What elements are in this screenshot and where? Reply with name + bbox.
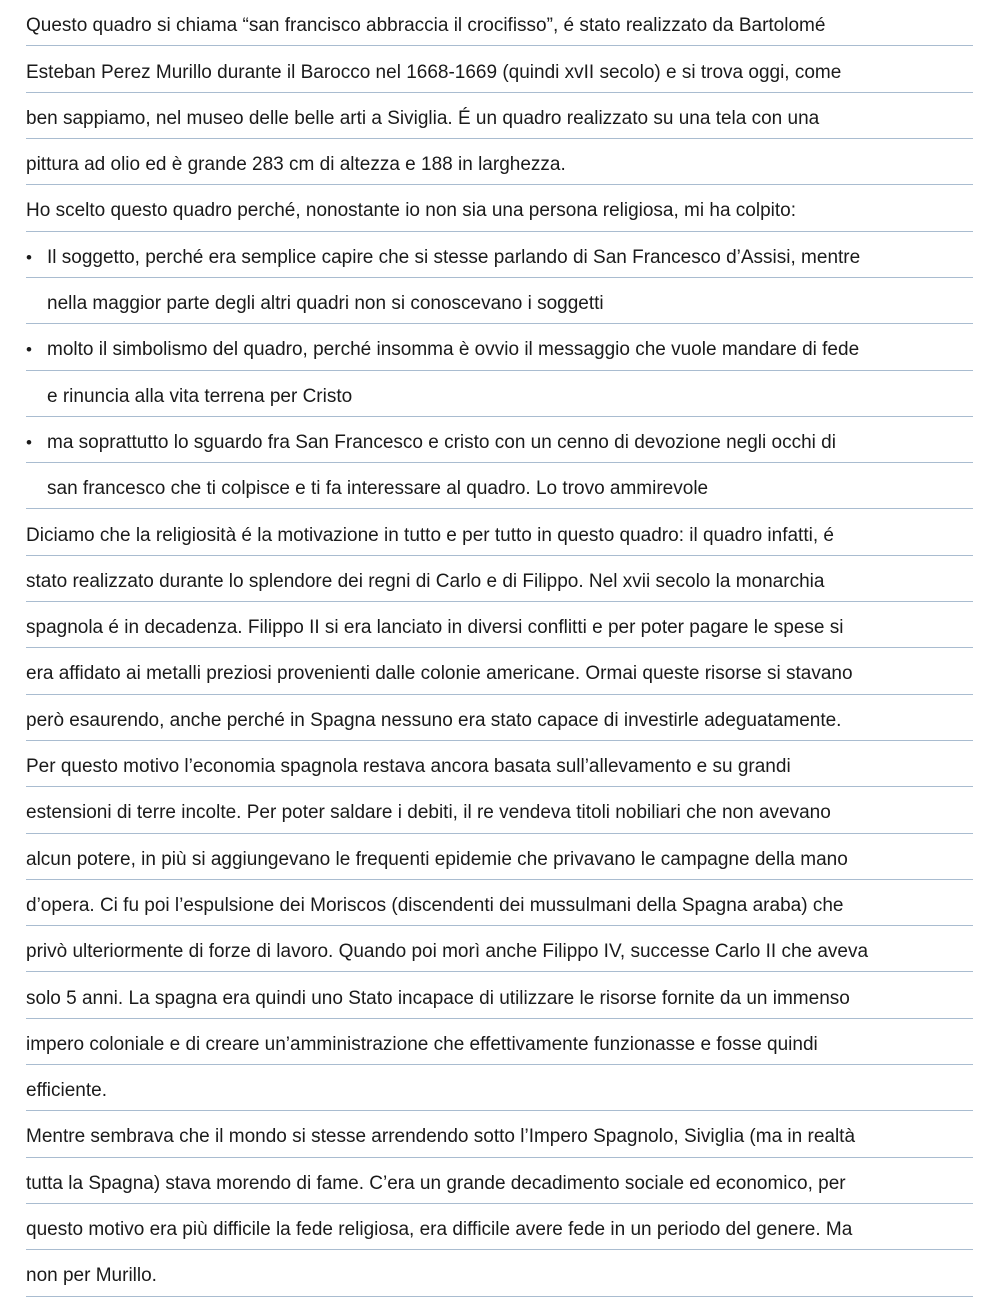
- line-text: stato realizzato durante lo splendore dei regni di Carlo e di Filippo. Nel xvii secolo la monarchia: [26, 570, 825, 592]
- text-line: [26, 1204, 973, 1250]
- text-line: [26, 93, 973, 139]
- text-line: [26, 47, 973, 93]
- text-line: [26, 834, 973, 880]
- line-text: Mentre sembrava che il mondo si stesse arrendendo sotto l’Impero Spagnolo, Siviglia (ma in realtà: [26, 1126, 856, 1148]
- line-text: questo motivo era più difficile la fede religiosa, era difficile avere fede in un periodo del genere. Ma: [26, 1219, 853, 1240]
- text-line: [26, 787, 973, 833]
- line-text: san francesco che ti colpisce e ti fa interessare al quadro. Lo trovo ammirevole: [47, 478, 709, 500]
- line-text: impero coloniale e di creare un’amministrazione che effettivamente funzionasse e fosse quindi: [26, 1033, 818, 1055]
- text-line: [26, 185, 973, 231]
- line-text: non per Murillo.: [26, 1265, 157, 1287]
- line-text: molto il simbolismo del quadro, perché insomma è ovvio il messaggio che vuole mandare di fede: [47, 339, 860, 361]
- text-line: [26, 463, 973, 509]
- line-text: ben sappiamo, nel museo delle belle arti a Siviglia. É un quadro realizzato su una tela con una: [26, 107, 820, 129]
- text-line: [26, 1019, 973, 1065]
- text-line: [26, 0, 973, 46]
- text-line: [26, 556, 973, 602]
- line-text: Per questo motivo l’economia spagnola restava ancora basata sull’allevamento e su grandi: [26, 756, 791, 777]
- text-line: [26, 510, 973, 556]
- text-line: [26, 973, 973, 1019]
- bullet-line: [26, 324, 973, 370]
- line-text: nella maggior parte degli altri quadri non si conoscevano i soggetti: [47, 293, 604, 314]
- bullet-line: [26, 417, 973, 463]
- bullet-marker: •: [26, 247, 32, 267]
- line-text: Questo quadro si chiama “san francisco abbraccia il crocifisso”, é stato realizzato da Bartolomé: [26, 15, 826, 37]
- line-text: tutta la Spagna) stava morendo di fame. C’era un grande decadimento sociale ed economico, per: [26, 1172, 846, 1194]
- text-line: [26, 880, 973, 926]
- text-line: [26, 741, 973, 787]
- text-line: [26, 278, 973, 324]
- line-text: Il soggetto, perché era semplice capire che si stesse parlando di San Francesco d’Assisi, mentre: [47, 246, 861, 268]
- text-line: [26, 1111, 973, 1157]
- text-line: [26, 1158, 973, 1204]
- line-text: spagnola é in decadenza. Filippo II si era lanciato in diversi conflitti e per poter pagare le spese si: [26, 617, 844, 639]
- line-text: solo 5 anni. La spagna era quindi uno Stato incapace di utilizzare le risorse fornite da un immenso: [26, 987, 850, 1009]
- line-text: pittura ad olio ed è grande 283 cm di altezza e 188 in larghezza.: [26, 154, 566, 176]
- line-text: alcun potere, in più si aggiungevano le frequenti epidemie che privavano le campagne della mano: [26, 848, 848, 870]
- line-text: però esaurendo, anche perché in Spagna nessuno era stato capace di investirle adeguatamente.: [26, 709, 842, 731]
- text-line: [26, 926, 973, 972]
- text-line: [26, 1250, 973, 1296]
- bullet-marker: •: [26, 340, 32, 360]
- line-text: estensioni di terre incolte. Per poter saldare i debiti, il re vendeva titoli nobiliari che non avevano: [26, 802, 831, 824]
- text-line: [26, 1065, 973, 1111]
- line-text: Diciamo che la religiosità é la motivazione in tutto e per tutto in questo quadro: il quadro infatti, é: [26, 524, 834, 546]
- text-line: [26, 695, 973, 741]
- text-line: [26, 371, 973, 417]
- line-text: d’opera. Ci fu poi l’espulsione dei Moriscos (discendenti dei mussulmani della Spagna araba) che: [26, 894, 844, 916]
- text-line: [26, 139, 973, 185]
- text-line: [26, 602, 973, 648]
- bullet-marker: •: [26, 432, 32, 452]
- text-line: [26, 648, 973, 694]
- line-text: ma soprattutto lo sguardo fra San Francesco e cristo con un cenno di devozione negli occhi di: [47, 431, 836, 453]
- line-text: privò ulteriormente di forze di lavoro. Quando poi morì anche Filippo IV, successe Carlo II che aveva: [26, 941, 869, 963]
- line-text: e rinuncia alla vita terrena per Cristo: [47, 385, 353, 407]
- line-text: Ho scelto questo quadro perché, nonostante io non sia una persona religiosa, mi ha colpito:: [26, 200, 796, 222]
- line-text: Esteban Perez Murillo durante il Barocco nel 1668-1669 (quindi xvII secolo) e si trova oggi, come: [26, 61, 842, 83]
- bullet-line: [26, 232, 973, 278]
- line-text: era affidato ai metalli preziosi provenienti dalle colonie americane. Ormai queste risorse si stavano: [26, 663, 853, 685]
- line-text: efficiente.: [26, 1080, 107, 1102]
